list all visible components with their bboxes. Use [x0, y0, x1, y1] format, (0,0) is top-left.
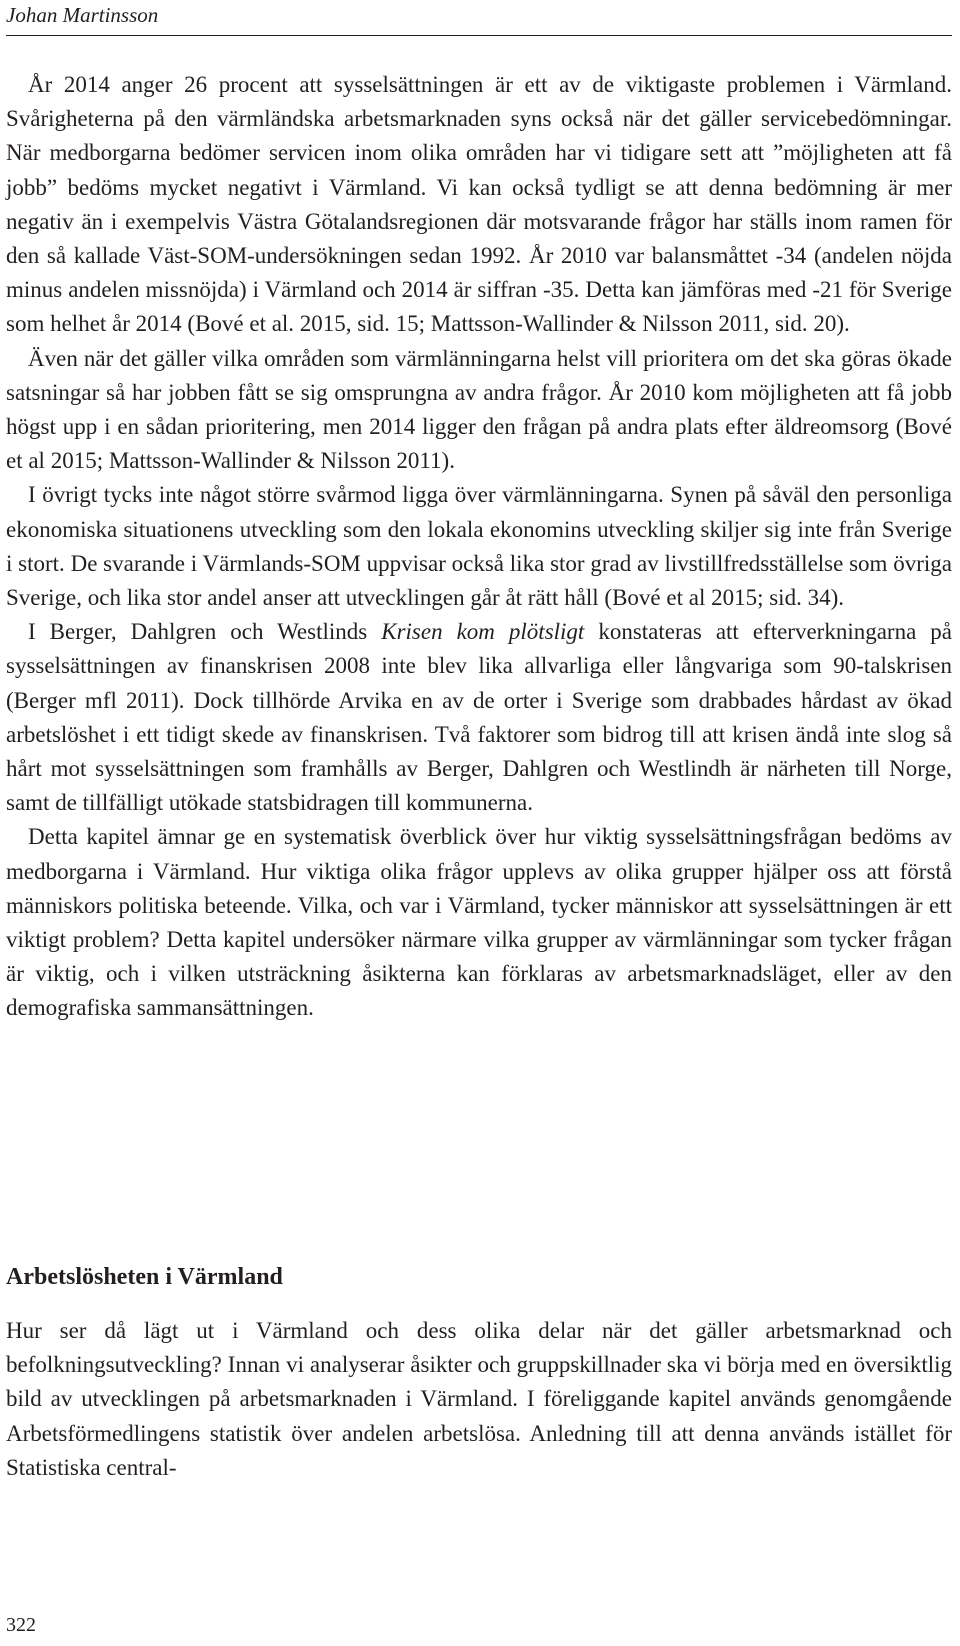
paragraph-4-before: I Berger, Dahlgren och Westlinds [28, 619, 382, 645]
body-text [6, 68, 952, 1026]
running-head: Johan Martinsson [6, 3, 159, 27]
section-text [6, 1314, 952, 1485]
paragraph-4-after: konstateras att efterverkningarna på sysselsättningen av finanskrisen 2008 inte blev lika allvarliga eller långvariga som 90-talskrisen (Berger mfl 2011). Dock tillhörde Arvika en av de orter i Sverige som drabbades hårdast av ökad arbetslöshet i ett tidigt skede av finanskrisen. Två faktorer som bidrog till att krisen ändå inte slog så hårt mot sysselsättningen som framhålls av Berger, Dahlgren och Westlindh är närheten till Norge, samt de tillfälligt utökade statsbidragen till kommunerna. [6, 619, 953, 816]
paragraph-3: I övrigt tycks inte något större svårmod ligga över värmlänningarna. Synen på såväl den personliga ekonomiska situationens utveckling som den lokala ekonomins utveckling skiljer sig inte från Sverige i stort. De svarande i Värmlands-SOM uppvisar också lika stor grad av livstillfredsställelse som övriga Sverige, och lika stor andel anser att utvecklingen går åt rätt håll (Bové et al 2015; sid. 34). [6, 482, 952, 611]
paragraph-5: Detta kapitel ämnar ge en systematisk överblick över hur viktig sysselsättningsfrågan bedöms av medborgarna i Värmland. Hur viktiga olika frågor upplevs av olika grupper hjälper oss att förstå människors politiska beteende. Vilka, och var i Värmland, tycker människor att sysselsättningen är ett viktigt problem? Detta kapitel undersöker närmare vilka grupper av värmlänningar som tycker frågan är viktig, och i vilken utsträckning åsikterna kan förklaras av arbetsmarknadsläget, eller av den demografiska sammansättningen. [6, 824, 952, 1021]
section-heading: Arbetslösheten i Värmland [6, 1264, 283, 1290]
paragraph-2: Även när det gäller vilka områden som värmlänningarna helst vill prioritera om det ska göras ökade satsningar så har jobben fått se sig omsprungna av andra frågor. År 2010 kom möjligheten att få jobb högst upp i en sådan prioritering, men 2014 ligger den frågan på andra plats efter äldreomsorg (Bové et al 2015; Mattsson-Wallinder & Nilsson 2011). [6, 345, 952, 474]
paragraph-1: År 2014 anger 26 procent att sysselsättningen är ett av de viktigaste problemen i Värmland. Svårigheterna på den värmländska arbetsmarknaden syns också när det gäller servicebedömningar. När medborgarna bedömer servicen inom olika områden har vi tidigare sett att ”möjligheten att få jobb” bedöms mycket negativt i Värmland. Vi kan också tydligt se att denna bedömning är mer negativ än i exempelvis Västra Götalandsregionen där motsvarande frågor har ställs inom ramen för den så kallade Väst-SOM-undersökningen sedan 1992. År 2010 var balansmåttet -34 (andelen nöjda minus andelen missnöjda) i Värmland och 2014 är siffran -35. Detta kan jämföras med -21 för Sverige som helhet år 2014 (Bové et al. 2015, sid. 15; Mattsson-Wallinder & Nilsson 2011, sid. 20). [6, 72, 952, 337]
page-number: 322 [6, 1614, 36, 1636]
book-title: Krisen kom plötsligt [381, 619, 585, 645]
section-paragraph: Hur ser då lägt ut i Värmland och dess olika delar när det gäller arbetsmarknad och befolkningsutveckling? Innan vi analyserar åsikter och gruppskillnader ska vi börja med en översiktlig bild av utvecklingen på arbetsmarknaden i Värmland. I föreliggande kapitel används genomgående Arbetsförmedlingens statistik över andelen arbetslösa. Anledning till att denna används istället för Statistiska central- [6, 1318, 952, 1480]
header-rule [6, 35, 952, 36]
paragraph-4 [6, 615, 952, 820]
